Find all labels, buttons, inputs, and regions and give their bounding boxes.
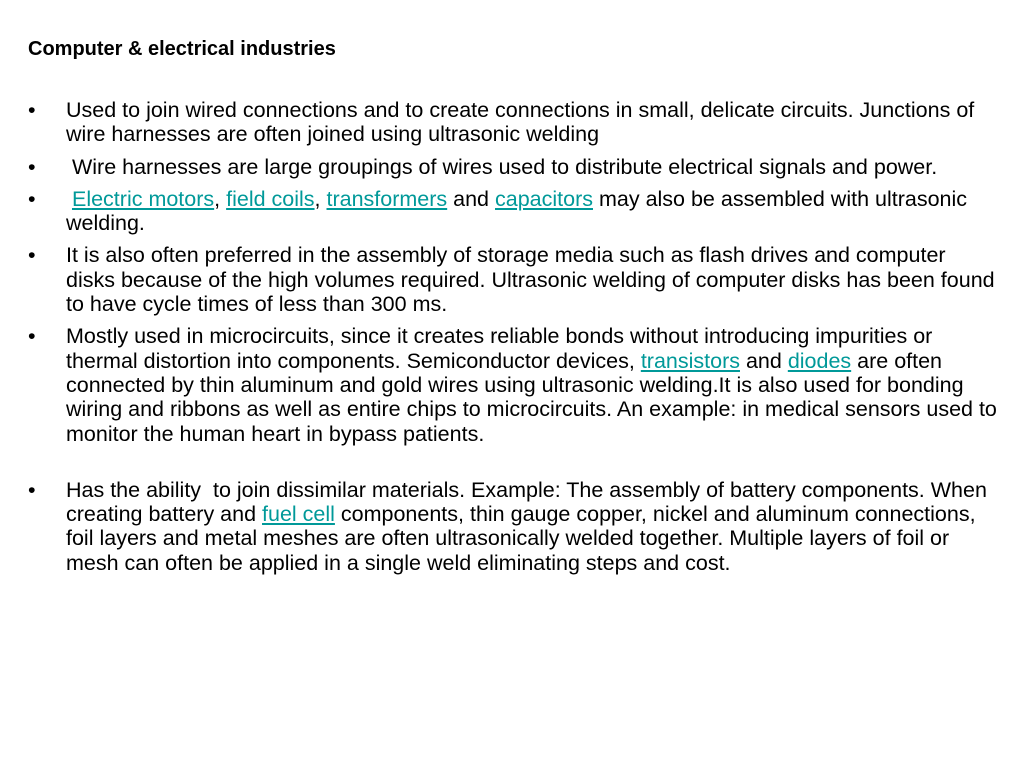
bullet-text-separator: ,: [214, 186, 227, 211]
link-transformers[interactable]: transformers: [326, 186, 448, 211]
bullet-text-suffix: are often connected by thin aluminum and gold wires using ultrasonic welding.It is also used for bonding wiring and ribbons as well as entire chips to microcircuits. An example: in medical sensors used to monitor the human heart in bypass patients.: [66, 348, 997, 446]
bullet-text-suffix: may also be assembled with ultrasonic welding.: [66, 186, 968, 236]
bullet-item: [28, 478, 1000, 575]
bullet-text-prefix: Mostly used in microcircuits, since it creates reliable bonds without introducing impurities or thermal distortion into components. Semiconductor devices,: [66, 324, 939, 373]
bullet-dot: •: [28, 98, 36, 122]
bullet-item: [28, 98, 1000, 147]
link-fuel-cell[interactable]: fuel cell: [262, 502, 335, 527]
bullet-item: [28, 155, 1000, 179]
link-electric-motors[interactable]: Electric motors: [71, 186, 215, 211]
bullet-list: [28, 98, 1000, 583]
bullet-item: [28, 243, 1000, 316]
bullet-dot: •: [28, 243, 36, 268]
bullet-text: It is also often preferred in the assembly of storage media such as flash drives and computer disks because of the high volumes required. Ultrasonic welding of computer disks has been found to have cycle times of less than 300 ms.: [66, 243, 995, 317]
bullet-dot: •: [28, 154, 36, 179]
link-transistors[interactable]: transistors: [640, 348, 740, 373]
bullet-item: [28, 324, 1000, 445]
bullet-text-suffix: components, thin gauge copper, nickel and aluminum connections, foil layers and metal meshes are often ultrasonically welded together. Multiple layers of foil or mesh can often be applied in a single weld eliminating steps and cost.: [66, 502, 976, 575]
bullet-dot: •: [28, 324, 36, 349]
bullet-text-prefix: Has the ability to join dissimilar materials. Example: The assembly of battery components. When creating battery and: [66, 477, 993, 527]
bullet-dot: •: [28, 477, 36, 502]
slide-title: Computer & electrical industries: [28, 38, 336, 60]
link-diodes[interactable]: diodes: [787, 348, 852, 373]
bullet-dot: •: [28, 186, 36, 211]
link-field-coils[interactable]: field coils: [226, 186, 315, 211]
bullet-text-separator: ,: [314, 186, 327, 211]
bullet-text-separator: and: [739, 348, 788, 373]
bullet-text-separator: and: [447, 186, 495, 211]
bullet-text: Wire harnesses are large groupings of wires used to distribute electrical signals and power.: [66, 154, 938, 179]
bullet-item: [28, 187, 1000, 236]
bullet-text: Used to join wired connections and to create connections in small, delicate circuits. Junctions of wire harnesses are often joined using ultrasonic welding: [66, 98, 975, 147]
link-capacitors[interactable]: capacitors: [495, 186, 593, 211]
